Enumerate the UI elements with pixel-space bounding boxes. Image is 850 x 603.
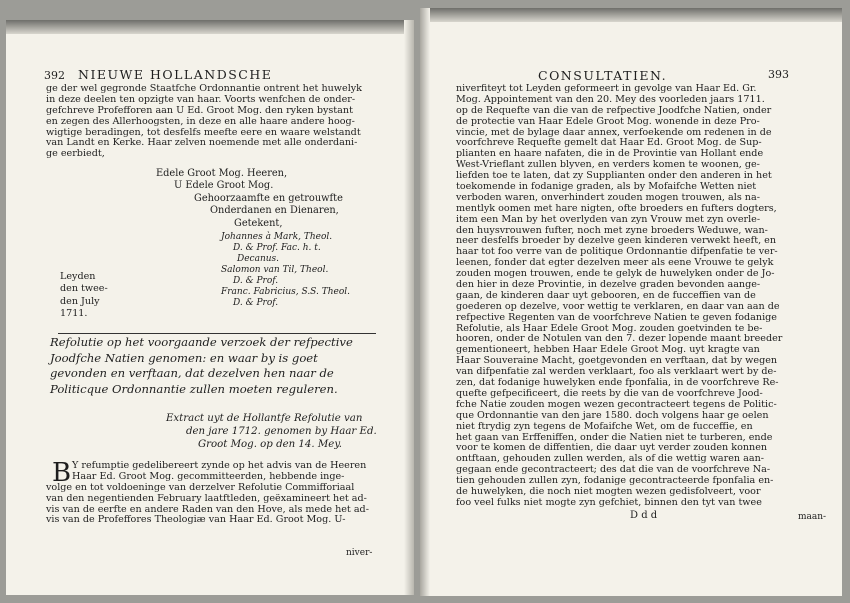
extract-line: den jare 1712. genomen by Haar Ed. — [186, 426, 377, 438]
title-line: gevonden en verftaan, dat dezelven hen naar de — [50, 366, 334, 381]
text-line: haar tot foo verre van de politique Ordonnantie difpenfatie te ver- — [456, 246, 778, 258]
signatory-line: Johannes à Mark, Theol. — [221, 232, 333, 242]
text-line: gegaan ende gecontracteert; des dat die van de voorfchreve Na- — [456, 464, 771, 476]
gutter-shadow — [420, 8, 430, 596]
text-line: gefchreve Profefforen aan U Ed. Groot Mog. den ryken bystant — [46, 104, 353, 116]
text-line: de protectie van Haar Edele Groot Mog. wonende in deze Pro- — [456, 115, 760, 127]
gutter-shadow — [404, 20, 414, 595]
text-line: wigtige beradingen, tot desfelfs meefte eere en waare welstandt — [46, 126, 361, 138]
text-line: vincie, met de bylage daar annex, verfoekende om redenen in de — [456, 126, 772, 138]
text-line: zouden mogen trouwen, ende te gelyk de huwelyken onder de Jo- — [456, 268, 775, 280]
text-line: neer desfelfs broeder by dezelve geen kinderen verwekt heeft, en — [456, 235, 777, 247]
text-line: refpective Regenten van de voorfchreve Natien te geven fodanige — [456, 311, 777, 323]
text-line: van den negentienden February laatftleden, geëxamineert het ad- — [46, 492, 367, 504]
signature-mark: D d d — [630, 510, 658, 521]
text-line: West-Vrieflant zullen blyven, en verders komen te woonen, ge- — [456, 159, 760, 171]
text-line: in deze deelen ten opzigte van haar. Voorts wenfchen de onder- — [46, 93, 356, 105]
text-line: gementioneert, hebben Haar Edele Groot Mog. uyt kragte van — [456, 344, 760, 356]
divider-rule — [58, 333, 376, 334]
page-number: 392 — [44, 69, 65, 82]
text-line: Refolutie, als Haar Edele Groot Mog. zouden goetvinden te be- — [456, 322, 763, 334]
right-page — [420, 8, 842, 596]
signatory-line: Decanus. — [237, 254, 280, 264]
text-line: Haar Souveraine Macht, goetgevonden en verftaan, dat by wegen — [456, 355, 778, 367]
text-line: toekomende in fodanige graden, als by Mofaifche Wetten niet — [456, 181, 757, 193]
left-page — [6, 20, 414, 595]
text-line: mentlyk oomen met hare nigten, ofte broeders en fufters dogters, — [456, 202, 777, 214]
title-line: Joodfche Natien genomen: en waar by is goet — [50, 350, 318, 365]
text-line: hooren, onder de Notulen van den 7. dezer lopende maant breeder — [456, 333, 783, 345]
text-line: item een Man by het overlyden van zyn Vrouw met zyn overle- — [456, 213, 761, 225]
text-line: voorfchreve Requefte gemelt dat Haar Ed. Groot Mog. de Sup- — [456, 137, 762, 149]
text-line: de huwelyken, die noch niet mogten wezen gedisfolveert, voor — [456, 485, 761, 497]
page-number: 393 — [768, 68, 789, 81]
text-line: niet ftrydig zyn tegens de Mofaifche Wet, om de fucceffie, en — [456, 420, 753, 432]
catchword: maan- — [798, 512, 827, 522]
text-line: Y refumptie gedelibereert zynde op het advis van de Heeren — [72, 460, 367, 471]
body-text — [456, 84, 782, 509]
signatory-line: D. & Prof. — [233, 298, 279, 308]
text-line: liefden toe te laten, dat zy Supplianten onder den anderen in het — [456, 170, 772, 182]
text-line: vis van de Profeffores Theologiæ van Haar Ed. Groot Mog. U- — [46, 514, 346, 526]
text-line: den huysvrouwen fufter, noch met zyne broeders Weduwe, wan- — [456, 224, 768, 236]
signatory-line: Salomon van Til, Theol. — [221, 265, 329, 275]
text-line: en zegen des Allerhoogsten, in deze en alle haare andere hoog- — [46, 115, 355, 127]
running-head: CONSULTATIEN. — [538, 68, 668, 83]
title-line: Refolutie op het voorgaande verzoek der refpective — [50, 335, 353, 349]
text-line: het gaan van Erffeniffen, onder die Natien niet te turberen, ende — [456, 431, 773, 443]
running-head: NIEUWE HOLLANDSCHE — [78, 67, 273, 82]
place-date-line: den twee- — [60, 283, 108, 295]
closing-line: Edele Groot Mog. Heeren, — [156, 168, 288, 179]
extract-line: Groot Mog. op den 14. Mey. — [198, 439, 342, 451]
extract-heading — [166, 412, 377, 452]
text-line: goederen op dezelve, voor wettig te verklaren, en daar van aan de — [456, 300, 780, 312]
resolution-title — [50, 335, 353, 397]
signatory-line: D. & Prof. — [233, 276, 279, 286]
text-line: tien gehouden zullen zyn, fodanige gecontracteerde fponfalia en- — [456, 475, 774, 487]
place-date-line: 1711. — [60, 308, 88, 320]
text-line: que Ordonnantie van den jare 1580. doch volgens haar ge oelen — [456, 409, 769, 421]
text-line: fche Natie zouden mogen wezen gecontracteert tegens de Politic- — [456, 398, 777, 410]
text-line: Haar Ed. Groot Mog. gecommitteerden, hebbende inge- — [72, 470, 345, 482]
text-line: foo veel fulks niet mogte zyn gefchiet, binnen den tyt van twee — [456, 496, 762, 508]
text-line: van Landt en Kerke. Haar zelven noemende met alle onderdani- — [46, 137, 358, 149]
drop-cap: B — [52, 458, 72, 488]
text-line: op de Requefte van die van de refpective Joodfche Natien, onder — [456, 104, 772, 116]
page-edge-shadow — [420, 8, 842, 22]
text-line: voor te komen de diffentien, die daar uyt verder zouden konnen — [456, 442, 768, 454]
extract-line: Extract uyt de Hollantfe Refolutie van — [166, 413, 363, 424]
text-line: plianten en haare nafaten, die in de Provintie van Hollant ende — [456, 148, 764, 160]
text-line: volge en tot voldoeninge van derzelver Refolutie Commifforiaal — [46, 481, 355, 493]
place-date-line: den July — [60, 295, 100, 307]
text-line: van difpenfatie zal werden verklaart, foo als verklaart wert by de- — [456, 366, 777, 378]
text-line: quefte gefpecificeert, die reets by die van de voorfchreve Jood- — [456, 387, 763, 399]
text-line: leenen, fonder dat egter dezelven meer als eene Vrouwe te gelyk — [456, 257, 774, 269]
text-line: vis van de eerfte en andere Raden van den Hove, als mede het ad- — [46, 503, 369, 515]
closing-line: U Edele Groot Mog. — [174, 180, 274, 192]
signatory-line: D. & Prof. Fac. h. t. — [233, 243, 321, 253]
place-date — [60, 271, 108, 321]
place-date-line: Leyden — [60, 271, 96, 282]
final-text — [46, 458, 369, 526]
body-text — [46, 84, 362, 160]
text-line: den hier in deze Provintie, in dezelve graden bevonden aange- — [456, 279, 761, 291]
page-edge-shadow — [6, 20, 414, 34]
closing-line: Onderdanen en Dienaren, — [210, 205, 339, 217]
text-line: ge eerbiedt, — [46, 148, 105, 160]
title-line: Politicque Ordonnantie zullen moeten reguleren. — [50, 381, 338, 396]
closing-line: Gehoorzaamfte en getrouwfte — [194, 192, 343, 204]
text-line: verboden waren, onverhindert zouden mogen trouwen, als na- — [456, 191, 760, 203]
text-line: gaan, de kinderen daar uyt gebooren, en de fucceffien van de — [456, 289, 756, 301]
text-line: ge der wel gegronde Staatfche Ordonnantie ontrent het huwelyk — [46, 83, 362, 94]
text-line: Mog. Appointement van den 20. Mey des voorleden jaars 1711. — [456, 93, 765, 105]
closing-line: Getekent, — [234, 217, 283, 229]
signatory-line: Franc. Fabricius, S.S. Theol. — [221, 287, 351, 297]
text-line: ontftaan, gehouden zullen werden, als of die wettig waren aan- — [456, 453, 764, 465]
catchword: niver- — [346, 548, 373, 558]
signatories — [221, 232, 350, 309]
text-line: niverfiteyt tot Leyden geformeert in gevolge van Haar Ed. Gr. — [456, 83, 757, 94]
salutation — [156, 168, 343, 230]
text-line: zen, dat fodanige huwelyken ende fponfalia, in de voorfchreve Re- — [456, 377, 779, 389]
